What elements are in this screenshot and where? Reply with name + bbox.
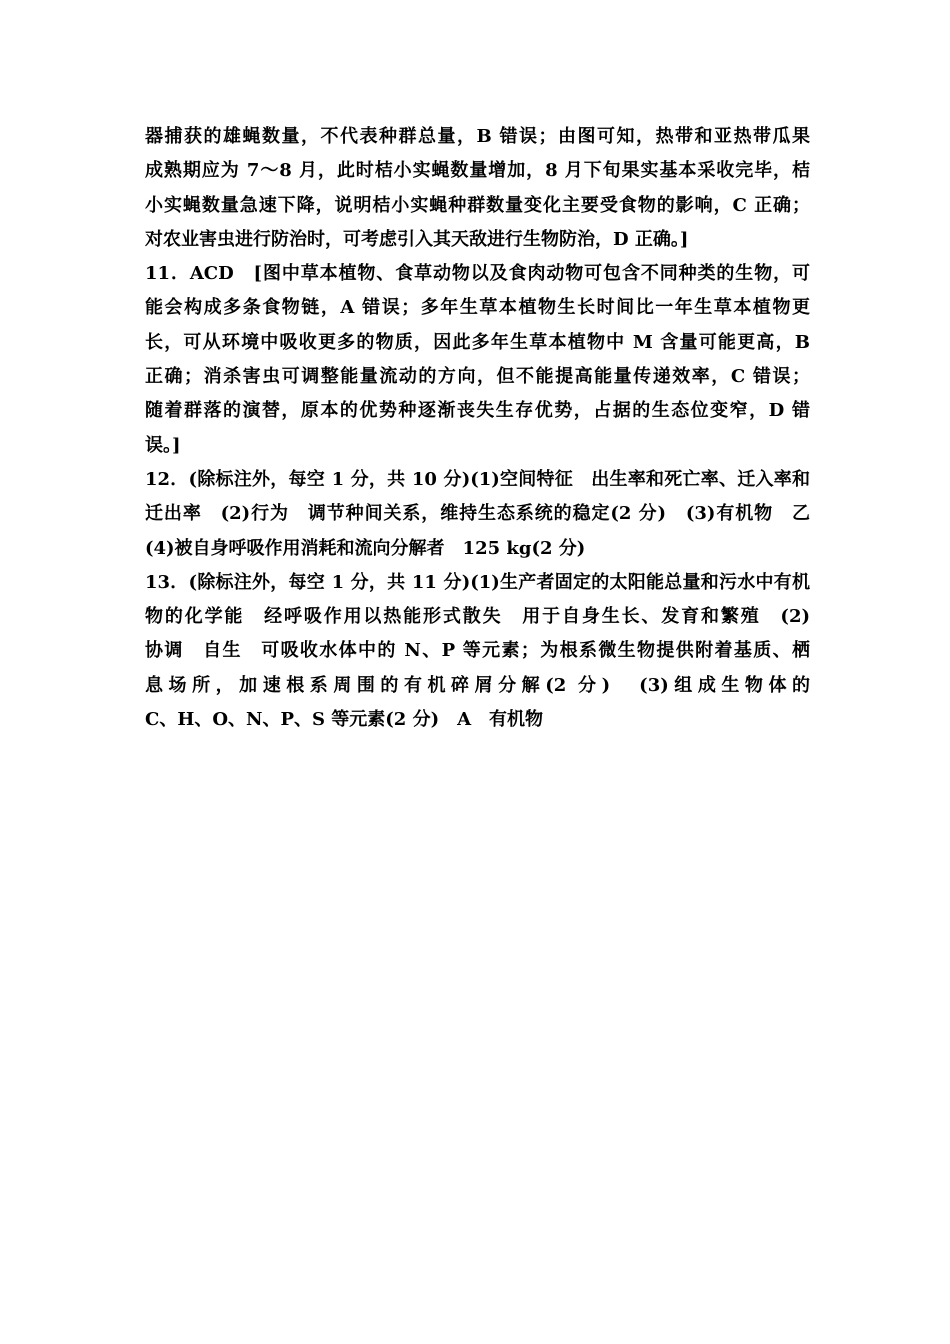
- text-line: 对农业害虫进行防治时，可考虑引入其天敌进行生物防治，D 正确。]: [145, 228, 689, 250]
- text-line: C、H、O、N、P、S 等元素(2 分) A 有机物: [145, 709, 544, 731]
- text-line: 小实蝇数量急速下降，说明桔小实蝇种群数量变化主要受食物的影响，C 正确；: [145, 194, 810, 216]
- text-line: (4)被自身呼吸作用消耗和流向分解者 125 kg(2 分): [145, 537, 586, 559]
- text-line: 迁出率 (2)行为 调节种间关系，维持生态系统的稳定(2 分) (3)有机物 乙: [145, 503, 810, 525]
- text-line: 随着群落的演替，原本的优势种逐渐丧失生存优势，占据的生态位变窄，D 错: [145, 400, 810, 422]
- text-line: 能会构成多条食物链，A 错误；多年生草本植物生长时间比一年生草本植物更: [145, 297, 810, 319]
- answer-text-block: [145, 120, 810, 737]
- text-line: 正确；消杀害虫可调整能量流动的方向，但不能提高能量传递效率，C 错误；: [145, 366, 810, 388]
- text-line: 物的化学能 经呼吸作用以热能形式散失 用于自身生长、发育和繁殖 (2): [145, 606, 810, 628]
- text-line: 长，可从环境中吸收更多的物质，因此多年生草本植物中 M 含量可能更高，B: [145, 331, 810, 353]
- text-line: 成熟期应为 7～8 月，此时桔小实蝇数量增加，8 月下旬果实基本采收完毕，桔: [145, 160, 810, 182]
- answer-12-line: 12．(除标注外，每空 1 分，共 10 分)(1)空间特征 出生率和死亡率、迁入率和: [145, 468, 810, 490]
- text-line: 器捕获的雄蝇数量，不代表种群总量，B 错误；由图可知，热带和亚热带瓜果: [145, 126, 810, 147]
- answer-13-line: 13．(除标注外，每空 1 分，共 11 分)(1)生产者固定的太阳能总量和污水中有机: [145, 571, 810, 593]
- text-line: 协调 自生 可吸收水体中的 N、P 等元素；为根系微生物提供附着基质、栖: [145, 640, 810, 662]
- text-line: 息场所，加速根系周围的有机碎屑分解(2 分) (3)组成生物体的: [145, 674, 810, 696]
- text-line: 误。]: [145, 434, 181, 456]
- answer-11-line: 11．ACD [图中草本植物、食草动物以及食肉动物可包含不同种类的生物，可: [145, 263, 810, 285]
